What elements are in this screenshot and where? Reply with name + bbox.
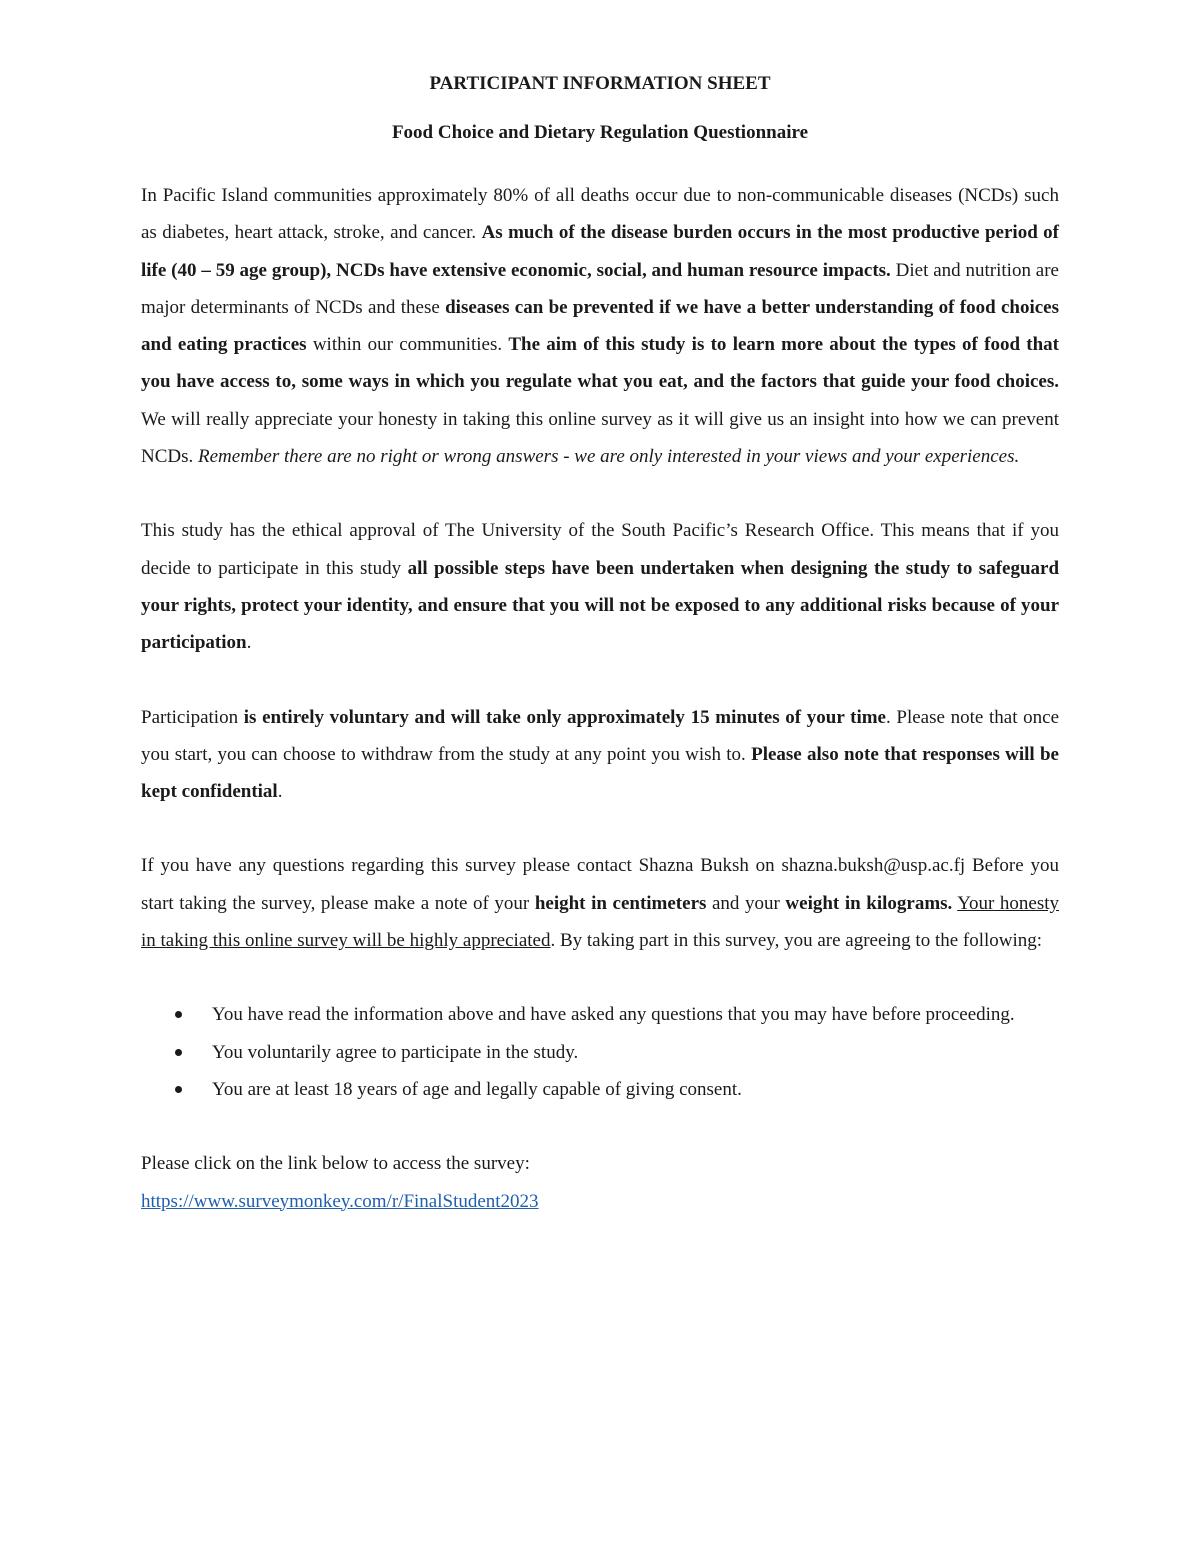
ethics-paragraph bbox=[141, 512, 1059, 661]
bullet-text: You voluntarily agree to participate in the study. bbox=[212, 1041, 579, 1063]
participation-text-3: . bbox=[277, 781, 283, 803]
consent-bullet-list bbox=[141, 996, 1059, 1108]
ethics-text-2: . bbox=[246, 632, 252, 654]
intro-bold-2: diseases can be prevented if we have a better understanding of food choices and eating practices bbox=[141, 296, 1060, 356]
list-item bbox=[141, 1071, 1059, 1108]
intro-bold-1: As much of the disease burden occurs in the most productive period of life (40 – 59 age group), NCDs have extensive economic, social, and human resource impacts. bbox=[141, 222, 1059, 281]
contact-bold-height: height in centimeters bbox=[534, 892, 707, 914]
participation-bold-1: is entirely voluntary and will take only approximately 15 minutes of your time bbox=[243, 706, 886, 728]
document-title: PARTICIPANT INFORMATION SHEET bbox=[429, 73, 771, 94]
intro-paragraph bbox=[141, 177, 1059, 475]
contact-text-4: . By taking part in this survey, you are agreeing to the following: bbox=[550, 930, 1043, 952]
bullet-icon bbox=[175, 1011, 182, 1018]
ethics-text-1: This study has the ethical approval of The University of the South Pacific’s Research Office. This means that if you decide to participate in this study bbox=[141, 520, 1059, 579]
intro-text-4: We will really appreciate your honesty in taking this online survey as it will give us an insight into how we can prevent NCDs. bbox=[141, 408, 1059, 468]
intro-text-1: In Pacific Island communities approximately 80% of all deaths occur due to non-communicable diseases (NCDs) such as diabetes, heart attack, stroke, and cancer. bbox=[141, 185, 1059, 244]
participation-paragraph bbox=[141, 699, 1059, 811]
bullet-icon bbox=[175, 1086, 182, 1093]
bullet-icon bbox=[175, 1049, 182, 1056]
contact-underline-honesty: Your honesty in taking this online survey will be highly appreciated bbox=[141, 892, 1060, 952]
bullet-text: You have read the information above and have asked any questions that you may have before proceeding. bbox=[212, 1004, 1015, 1026]
participation-text-2: . Please note that once you start, you can choose to withdraw from the study at any point you wish to. bbox=[141, 706, 1060, 765]
survey-link[interactable]: https://www.surveymonkey.com/r/FinalStudent2023 bbox=[141, 1190, 539, 1212]
document-subtitle: Food Choice and Dietary Regulation Questionnaire bbox=[391, 122, 809, 143]
intro-text-2: Diet and nutrition are major determinants of NCDs and these bbox=[141, 259, 1059, 318]
list-item bbox=[141, 996, 1059, 1033]
bullet-text: You are at least 18 years of age and legally capable of giving consent. bbox=[212, 1078, 742, 1100]
contact-bold-weight: weight in kilograms. bbox=[785, 892, 953, 914]
contact-paragraph bbox=[141, 847, 1059, 959]
participation-bold-2: Please also note that responses will be kept confidential bbox=[141, 743, 1059, 803]
intro-bold-3: The aim of this study is to learn more about the types of food that you have access to, some ways in which you regulate what you eat, and the factors that guide your food choices. bbox=[141, 334, 1059, 393]
intro-text-3: within our communities. bbox=[306, 334, 509, 356]
intro-italic-1: Remember there are no right or wrong answers - we are only interested in your views and your experiences. bbox=[198, 446, 1020, 468]
list-item bbox=[141, 1034, 1059, 1071]
contact-text-1: If you have any questions regarding this survey please contact Shazna Buksh on shazna.buksh@usp.ac.fj Before you start taking the survey, please make a note of your bbox=[141, 855, 1059, 914]
participation-text-1: Participation bbox=[141, 706, 244, 728]
ethics-bold-1: all possible steps have been undertaken when designing the study to safeguard your rights, protect your identity, and ensure that you will not be exposed to any additional risks because of your participation bbox=[141, 557, 1060, 654]
link-intro-text: Please click on the link below to access the survey: bbox=[141, 1153, 530, 1175]
contact-text-2: and your bbox=[706, 892, 786, 914]
